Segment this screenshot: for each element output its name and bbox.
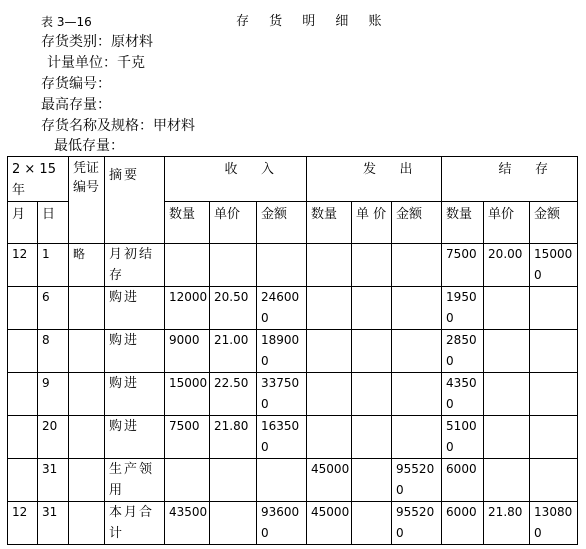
cell-bal-qty: 6000 — [442, 502, 484, 545]
cell-out-qty — [307, 330, 352, 373]
cell-voucher — [69, 416, 105, 459]
cell-out-price — [352, 502, 392, 545]
inventory-category: 存货类别：原材料 — [41, 34, 153, 50]
cell-month — [8, 373, 38, 416]
cell-in-price — [210, 502, 257, 545]
cell-in-price: 21.80 — [210, 416, 257, 459]
cell-month — [8, 330, 38, 373]
cell-out-qty — [307, 287, 352, 330]
cell-voucher — [69, 330, 105, 373]
cell-summary: 生产领用 — [105, 459, 165, 502]
cell-out-qty: 45000 — [307, 459, 352, 502]
cell-summary: 本月合计 — [105, 502, 165, 545]
cell-day: 31 — [38, 459, 69, 502]
cell-out-amt: 955200 — [392, 502, 442, 545]
bal-amount-header: 金额 — [530, 202, 578, 244]
cell-bal-amt — [530, 416, 578, 459]
cell-bal-amt: 130800 — [530, 502, 578, 545]
cell-in-qty: 15000 — [165, 373, 210, 416]
cell-out-amt: 955200 — [392, 459, 442, 502]
cell-out-qty: 45000 — [307, 502, 352, 545]
cell-voucher — [69, 459, 105, 502]
cell-out-amt — [392, 330, 442, 373]
cell-bal-price — [484, 373, 530, 416]
cell-out-amt — [392, 416, 442, 459]
cell-bal-price — [484, 459, 530, 502]
cell-voucher — [69, 373, 105, 416]
cell-in-qty — [165, 244, 210, 287]
cell-in-amt — [257, 244, 307, 287]
cell-day: 1 — [38, 244, 69, 287]
cell-month — [8, 416, 38, 459]
table-row — [8, 244, 578, 287]
in-price-header: 单价 — [210, 202, 257, 244]
table-row — [8, 416, 578, 459]
cell-bal-amt — [530, 287, 578, 330]
bal-qty-header: 数量 — [442, 202, 484, 244]
cell-bal-qty: 43500 — [442, 373, 484, 416]
cell-day: 20 — [38, 416, 69, 459]
bal-price-header: 单价 — [484, 202, 530, 244]
table-row — [8, 502, 578, 545]
cell-in-qty — [165, 459, 210, 502]
cell-out-price — [352, 244, 392, 287]
cell-bal-amt — [530, 459, 578, 502]
cell-bal-amt: 150000 — [530, 244, 578, 287]
cell-month — [8, 287, 38, 330]
out-qty-header: 数量 — [307, 202, 352, 244]
inventory-ledger-table — [7, 156, 578, 545]
cell-in-amt: 246000 — [257, 287, 307, 330]
cell-bal-price — [484, 287, 530, 330]
in-amount-header: 金额 — [257, 202, 307, 244]
table-row — [8, 373, 578, 416]
cell-in-amt: 163500 — [257, 416, 307, 459]
cell-bal-price — [484, 416, 530, 459]
in-qty-header: 数量 — [165, 202, 210, 244]
cell-bal-qty: 6000 — [442, 459, 484, 502]
cell-bal-price: 21.80 — [484, 502, 530, 545]
cell-in-qty: 43500 — [165, 502, 210, 545]
issue-header: 发 出 — [307, 157, 442, 202]
cell-out-qty — [307, 244, 352, 287]
cell-summary: 购进 — [105, 330, 165, 373]
cell-day: 8 — [38, 330, 69, 373]
cell-in-qty: 12000 — [165, 287, 210, 330]
cell-out-qty — [307, 373, 352, 416]
out-price-header: 单 价 — [352, 202, 392, 244]
min-stock: 最低存量： — [54, 138, 124, 154]
cell-bal-qty: 7500 — [442, 244, 484, 287]
cell-out-price — [352, 330, 392, 373]
table-row — [8, 330, 578, 373]
cell-in-amt: 936000 — [257, 502, 307, 545]
cell-out-amt — [392, 287, 442, 330]
cell-out-price — [352, 287, 392, 330]
cell-in-amt: 189000 — [257, 330, 307, 373]
cell-in-price: 20.50 — [210, 287, 257, 330]
cell-in-price: 22.50 — [210, 373, 257, 416]
month-header: 月 — [8, 202, 38, 244]
cell-bal-amt — [530, 373, 578, 416]
cell-in-qty: 9000 — [165, 330, 210, 373]
cell-out-price — [352, 373, 392, 416]
cell-summary: 购进 — [105, 373, 165, 416]
cell-bal-qty: 19500 — [442, 287, 484, 330]
cell-out-price — [352, 416, 392, 459]
cell-summary: 月初结存 — [105, 244, 165, 287]
income-header: 收 入 — [165, 157, 307, 202]
cell-voucher: 略 — [69, 244, 105, 287]
table-row — [8, 459, 578, 502]
cell-out-price — [352, 459, 392, 502]
cell-bal-qty: 51000 — [442, 416, 484, 459]
cell-month: 12 — [8, 502, 38, 545]
cell-day: 6 — [38, 287, 69, 330]
max-stock: 最高存量： — [41, 97, 111, 113]
ledger-header — [0, 0, 586, 160]
day-header: 日 — [38, 202, 69, 244]
cell-summary: 购进 — [105, 416, 165, 459]
out-amount-header: 金额 — [392, 202, 442, 244]
cell-in-price — [210, 459, 257, 502]
cell-in-price: 21.00 — [210, 330, 257, 373]
page-title: 存 货 明 细 账 — [236, 14, 390, 29]
cell-bal-qty: 28500 — [442, 330, 484, 373]
cell-in-amt — [257, 459, 307, 502]
cell-bal-amt — [530, 330, 578, 373]
cell-in-price — [210, 244, 257, 287]
cell-month: 12 — [8, 244, 38, 287]
cell-voucher — [69, 287, 105, 330]
cell-out-qty — [307, 416, 352, 459]
summary-header: 摘要 — [105, 157, 165, 244]
balance-header: 结 存 — [442, 157, 578, 202]
cell-day: 31 — [38, 502, 69, 545]
year-header: 2 × 15 年 — [8, 157, 69, 202]
inventory-name-spec: 存货名称及规格：甲材料 — [41, 118, 195, 134]
voucher-header: 凭证编号 — [69, 157, 105, 244]
cell-out-amt — [392, 244, 442, 287]
header-row-1 — [8, 157, 578, 202]
cell-voucher — [69, 502, 105, 545]
inventory-code: 存货编号： — [41, 76, 111, 92]
cell-month — [8, 459, 38, 502]
measurement-unit: 计量单位：千克 — [47, 55, 145, 71]
table-row — [8, 287, 578, 330]
cell-in-qty: 7500 — [165, 416, 210, 459]
cell-bal-price — [484, 330, 530, 373]
table-number: 表 3—16 — [41, 15, 92, 29]
cell-out-amt — [392, 373, 442, 416]
cell-in-amt: 337500 — [257, 373, 307, 416]
cell-summary: 购进 — [105, 287, 165, 330]
cell-day: 9 — [38, 373, 69, 416]
cell-bal-price: 20.00 — [484, 244, 530, 287]
